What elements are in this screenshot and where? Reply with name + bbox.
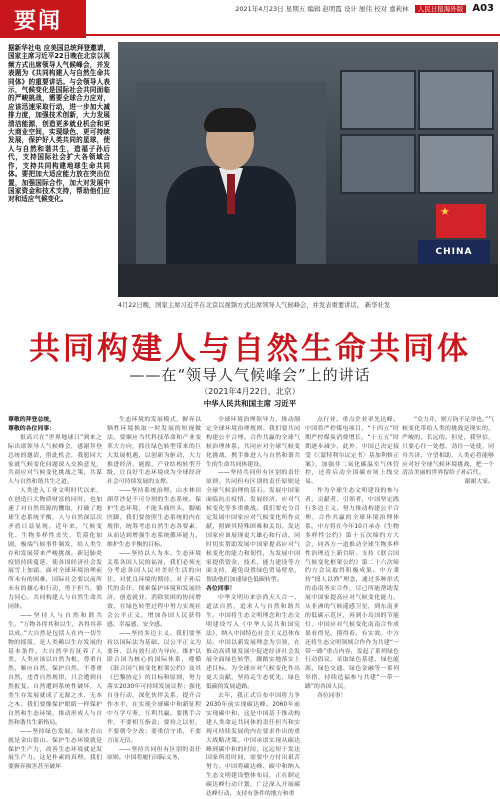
video-screen [418, 134, 494, 194]
speaker-tie [227, 174, 235, 214]
closing-line: 谢谢大家。 [464, 479, 494, 486]
masthead-rule [86, 34, 500, 36]
video-screen [340, 134, 416, 194]
paragraph: 点行业、重点企业率先达峰。中国将严控煤电项目，“十四五”时期严控煤炭消费增长、“十五五”时期逐步减少。此外，中国已决定接受《〈蒙特利尔议定书〉基加利修正案》，加强非二氧化碳温室气体管控，还将启动全国碳市场上线交易。 [305, 417, 399, 486]
salutation: 尊敬的各位同事： [8, 425, 56, 432]
issue-weekday: 星期五 [285, 5, 306, 13]
article-byline: 中华人民共和国主席 习近平 [203, 399, 297, 408]
paragraph: 人类进入工业文明时代以来，在创造巨大物质财富的同时，也加速了对自然资源的攫取，打破了地球生态系统平衡，人与自然深层次矛盾日益显现。近年来，气候变化、生物多样性丧失、荒漠化加剧、极端气候事件频发，给人类生存和发展带来严峻挑战。新冠肺炎疫情持续蔓延，使各国经济社会发展雪上加霜。面对全球环境治理前所未有的困难，国际社会要以前所未有的雄心和行动，勇于担当，勠力同心，共同构建人与自然生命共同体。 [8, 488, 102, 611]
paragraph: ——坚持共同但有区别的责任原则。共同但有区别的责任原则是全球气候治理的基石。发展中国家面临抗击疫情、发展经济、应对气候变化等多重挑战。我们要充分肯定发展中国家应对气候变化所作贡献，照顾其特殊困难和关切。发达国家应该展现更大雄心和行动，同时切实帮助发展中国家提高应对气候变化的能力和韧性，为发展中国家提供资金、技术、能力建设等方面支持，避免设置绿色贸易壁垒，帮助他们加速绿色低碳转型。 [206, 470, 300, 584]
desk [118, 264, 498, 297]
paragraph: ——坚持多边主义。我们要坚持以国际法为基础、以公平正义为要旨、以有效行动为导向，维护以联合国为核心的国际体系，遵循《联合国气候变化框架公约》及其《巴黎协定》的目标和原则，努力落实2030年可持续发展议程；强化自身行动，深化伙伴关系，提升合作水平，在实现全球碳中和新征程中互学互鉴、互利共赢。要携手合作，不要相互指责；要持之以恒，不要朝令夕改；要重信守诺，不要言而无信。 [107, 630, 201, 744]
section-title: 要闻 [14, 8, 63, 34]
paragraph: 很高兴在“世界地球日”到来之际出席领导人气候峰会，感谢拜登总统的邀请，借此机会，我愿同大家就气候变化问题深入交换意见，共商应对气候变化挑战之策，共谋人与自然和谐共生之道。 [8, 434, 102, 486]
paragraph: ——坚持共同但有区别的责任原则。中国将履行国际义务， [107, 746, 201, 762]
editor-credits: 编辑 赵明霞 设计 厘伟 校对 嘉莉林 [307, 5, 409, 13]
paragraph: 全球环境治理领导力，推动制定全球环境治理规则。我们要共同构建公平合理、合作共赢的全球气候治理体系，共同应对全球气候变化挑战，携手推进人与自然和谐共生的生命共同体建设。 [206, 417, 300, 468]
name-plate-text: CHINA [435, 247, 473, 257]
video-screen [418, 70, 494, 130]
paragraph: 各位同事！ [317, 693, 347, 700]
salutation: 尊敬的拜登总统， [8, 417, 56, 423]
masthead-meta [235, 3, 494, 14]
paragraph: 中华文明历来崇尚天人合一、道法自然，追求人与自然和谐共生。中国将生态文明理念和生态文明建设写入《中华人民共和国宪法》，纳入中国特色社会主义总体布局。中国以新发展理念为引领，在推动高质量发展中促进经济社会发展全面绿色转型，脚踏实地落实上述目标，为全球应对气候变化作出更大贡献。坚持走生态优先、绿色低碳的发展道路。 [206, 595, 300, 691]
article-column-1 [8, 416, 102, 771]
article-subtitle: ——在“领导人气候峰会”上的讲话 [129, 366, 371, 384]
article-dateline: （2021年4月22日，北京） [200, 387, 300, 396]
paragraph: 作为全球生态文明建设的参与者、贡献者、引领者，中国坚定践行多边主义，努力推动构建公平合理、合作共赢的全球环境治理体系。中方将在今年10月承办《生物多样性公约》第十五次缔约方大会，同各方一道推动全球生物多样性治理迈上新台阶。支持《联合国气候变化框架公约》第二十六次缔约方会议取得积极成果。中方秉持“授人以渔”理念，通过多种形式的南南务实合作，尽己所能帮助发展中国家提高应对气候变化能力。从非洲的气候遥感卫星，到东南亚的低碳示范区，再到小岛国的节能灯，中国应对气候变化南南合作成果看得见、摸得着、有实效。中方还将生态文明领域合作作为共建“一带一路”重点内容，发起了系列绿色行动倡议，采取绿色基建、绿色能源、绿色交通、绿色金融等一系列举措，持续造福参与共建“一带一路”的各国人民。 [305, 488, 399, 691]
paragraph: ——坚持人与自然和谐共生。“万物各得其和以生，各得其养以成。”大自然是包括人在内一切生物的摇篮，是人类赖以生存发展的基本条件。大自然孕育抚养了人类，人类应该以自然为根，尊重自然、顺应自然、保护自然。不尊重自然，违背自然规律，只会遭到自然报复。自然遭到系统性破坏，人类生存发展就成了无源之水、无本之木。我们要像保护眼睛一样保护自然和生态环境，推动形成人与自然和谐共生新格局。 [8, 612, 102, 726]
article-headline: 共同构建人与自然生命共同体 [29, 331, 471, 367]
flag-star-icon: ★ [440, 205, 450, 218]
salutation: 各位同事！ [206, 586, 236, 593]
photo-caption: 4月22日晚，国家主席习近平在北京以视频方式出席领导人气候峰会，并发表重要讲话。 新华社发 [118, 302, 391, 309]
article-column-3 [206, 416, 300, 798]
masthead [0, 0, 500, 38]
paragraph: ——坚持以人为本。生态环境关系各国人民的福祉，我们必须充分考虑各国人民对美好生活的向往、对优良环境的期待、对子孙后代的责任，探索保护环境和发展经济、创造就业、消除贫困的协同增效，在绿色转型过程中努力实现社会公平正义，增加各国人民获得感、幸福感、安全感。 [107, 550, 201, 628]
news-photo [118, 42, 498, 297]
paper-tag: 人民日报海外版 [415, 5, 467, 13]
article-column-2 [107, 416, 201, 762]
video-screen [340, 70, 416, 130]
article-column-4 [305, 416, 399, 746]
paragraph: ——坚持绿色发展。绿水青山就是金山银山。保护生态环境就是保护生产力，改善生态环境就是发展生产力。这是朴素的真理。我们要摒弃损害甚至破坏 [8, 728, 102, 771]
speaker-hair [204, 108, 256, 132]
lead-news-paragraph: 据新华社电 应美国总统拜登邀请，国家主席习近平22日晚在北京以视频方式出席领导人气候峰会，并发表题为《共同构建人与自然生命共同体》的重要讲话。与会领导人表示，气候变化是国际社会共同面临的严峻挑战，需要全球合力应对，应该迅速采取行动，进一步加大减排力度，加强技术创新，大力发展清洁能源，创造更多就业机会和更大商业空间，实现绿色、更可持续发展，保护好人类共同的星球，使人与自然和谐共生，造福子孙后代，支持国际社会扩大各领域合作，支持共同构建地球生命共同体。要把加大适应能力放在突出位置，加强国际合作，加大对发展中国家资金和技术支持，帮助他们应对和适应气候变化。 [8, 44, 110, 204]
paragraph: “众力并，则万钧不足举也。”气候变化带给人类的挑战是现实的、严峻的、长远的。但是，我坚信，只要心往一处想、劲往一处使，同舟共济、守望相助，人类必将能够应对好全球气候环境挑战，把一个清洁美丽的世界留给子孙后代。 [402, 417, 494, 477]
paragraph: 去年，我正式宣布中国将力争2030年前实现碳达峰、2060年前实现碳中和，这是中国基于推动构建人类命运共同体的责任担当和实现可持续发展的内在要求作出的重大战略决策。中国承诺实现从碳达峰到碳中和的时间，远远短于发达国家所用时间，需要中方付出艰苦努力。中国将碳达峰、碳中和纳入生态文明建设整体布局，正在制定碳达峰行动计划，广泛深入开展碳达峰行动，支持有条件的地方和重 [206, 693, 300, 798]
paragraph: 生态环境的发展模式，摒弃以牺牲环境换取一时发展的短视做法。要顺应当代科技革命和产业变革大方向，抓住绿色转型带来的巨大发展机遇，以创新为驱动，大力推进经济、能源、产业结构转型升级，让良好生态环境成为全球经济社会可持续发展的支撑。 [107, 417, 201, 486]
issue-date: 2021年4月23日 [235, 5, 284, 13]
article-column-5 [402, 416, 494, 746]
paragraph: ——坚持系统治理。山水林田湖草沙是不可分割的生态系统。保护生态环境，不能头痛医头、脚痛医脚。我们要按照生态系统的内在规律，统筹考虑自然生态各要素，从而达到增强生态系统循环能力、维护生态平衡的目标。 [107, 488, 201, 548]
page-number: A03 [472, 3, 494, 14]
